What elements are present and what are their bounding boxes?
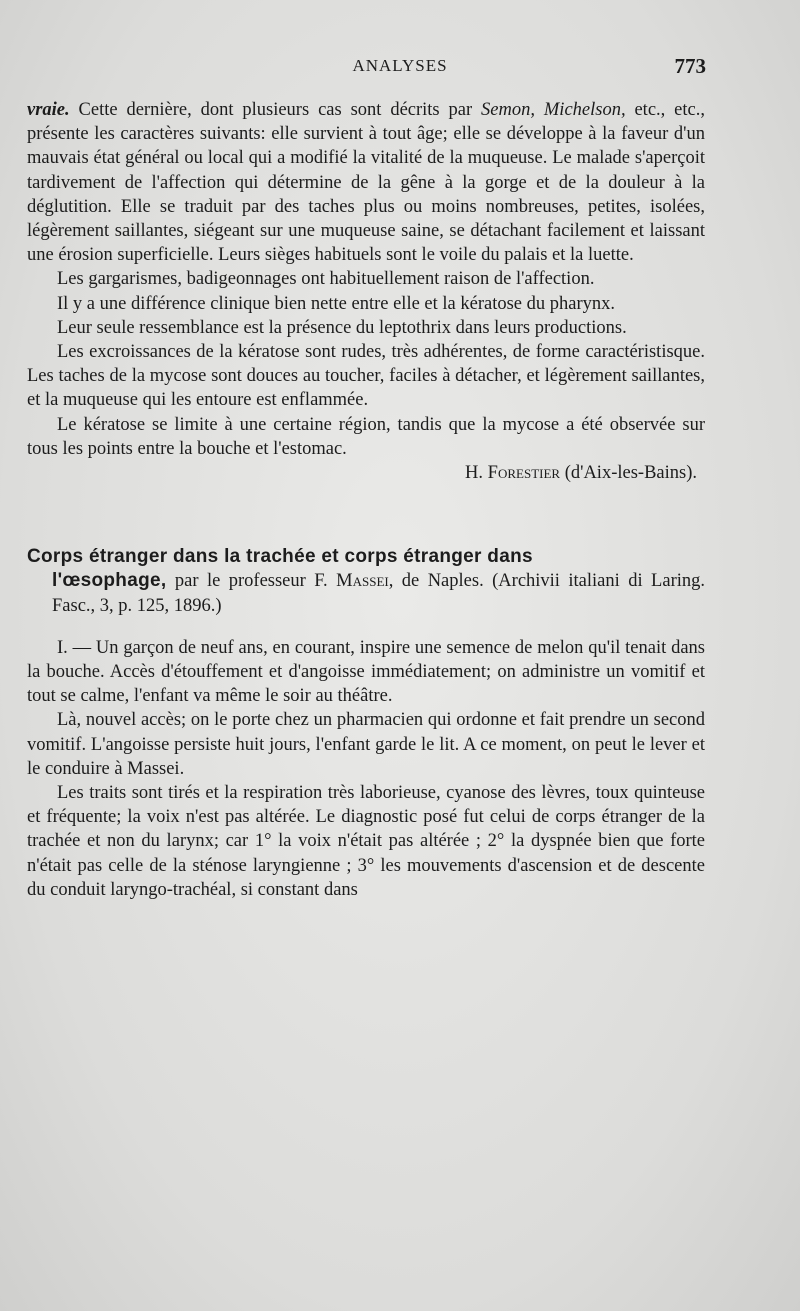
page-header [0,52,800,82]
paragraph: I. — Un garçon de neuf ans, en courant, inspire une semence de melon qu'il tenait dans la bouche. Accès d'étouffement et d'angoisse immédiatement; on administre un vomitif et tout se calme, l'enfant va même le soir au théâtre. [27,637,705,707]
page-body [27,98,705,902]
italic-text: vraie. [27,100,70,120]
paragraph: Le kératose se limite à une certaine région, tandis que la mycose a été observée sur tous les points entre la bouche et l'estomac. [27,414,705,459]
paragraph [27,98,705,267]
section-subtitle [27,569,705,617]
signature-place: (d'Aix-les-Bains). [560,463,697,484]
paragraph: Les traits sont tirés et la respiration très laborieuse, cyanose des lèvres, toux quinteuse et fréquente; la voix n'est pas altérée. Le diagnostic posé fut celui de corps étranger de la trachée et non du larynx; car 1° la voix n'était pas altérée ; 2° la dyspnée bien que forte n'était pas celle de la sténose laryngienne ; 3° les mouvements d'ascension et de descente du conduit laryngo-trachéal, si constant dans [27,783,705,900]
signature [27,461,705,485]
signature-name: Forestier [487,463,561,484]
paragraph: Leur seule ressemblance est la présence du leptothrix dans leurs productions. [57,317,627,338]
section-byline: par le professeur F. [166,571,337,592]
section-title-continued: l'œsophage, [52,570,167,592]
cited-authors: Semon, Michelson, [481,100,626,120]
section-title: Corps étranger dans la trachée et corps étranger dans [27,546,533,568]
section-heading [27,545,705,618]
paragraph-text: Cette dernière, dont plusieurs cas sont décrits par [69,100,482,120]
paragraph: Les gargarismes, badigeonnages ont habituellement raison de l'affection. [57,269,595,290]
page-number: 773 [674,54,706,78]
paragraph: Les excroissances de la kératose sont rudes, très adhérentes, de forme caractéristisque. Les taches de la mycose sont douces au toucher, faciles à détacher, et légèrement saillantes, et la muqueuse qui les entoure est enflammée. [27,342,705,411]
section-source: , de Naples. (Archivii italiani di Laring. Fasc., 3, p. 125, 1896.) [52,571,705,616]
section-author: Massei [336,571,389,592]
paragraph-text: etc., etc., présente les caractères suivants: elle survient à tout âge; elle se développe à la faveur d'un mauvais état général ou local qui a modifié la vitalité de la muqueuse. Le malade s'aperçoit tardivement de l'affection qui détermine de la gêne à la gorge et de la douleur à la déglutition. Elle se traduit par des taches plus ou moins nombreuses, petites, isolées, légèrement saillantes, siégeant sur une muqueuse saine, se détachant facilement et laissant une érosion superficielle. Leurs sièges habituels sont le voile du palais et la luette. [27,100,705,266]
paragraph: Il y a une différence clinique bien nette entre elle et la kératose du pharynx. [57,293,616,314]
paragraph: Là, nouvel accès; on le porte chez un pharmacien qui ordonne et fait prendre un second vomitif. L'angoisse persiste huit jours, l'enfant garde le lit. A ce moment, on peut le lever et le conduire à Massei. [27,710,705,779]
signature-initial: H. [465,463,488,484]
running-head: ANALYSES [352,56,448,75]
